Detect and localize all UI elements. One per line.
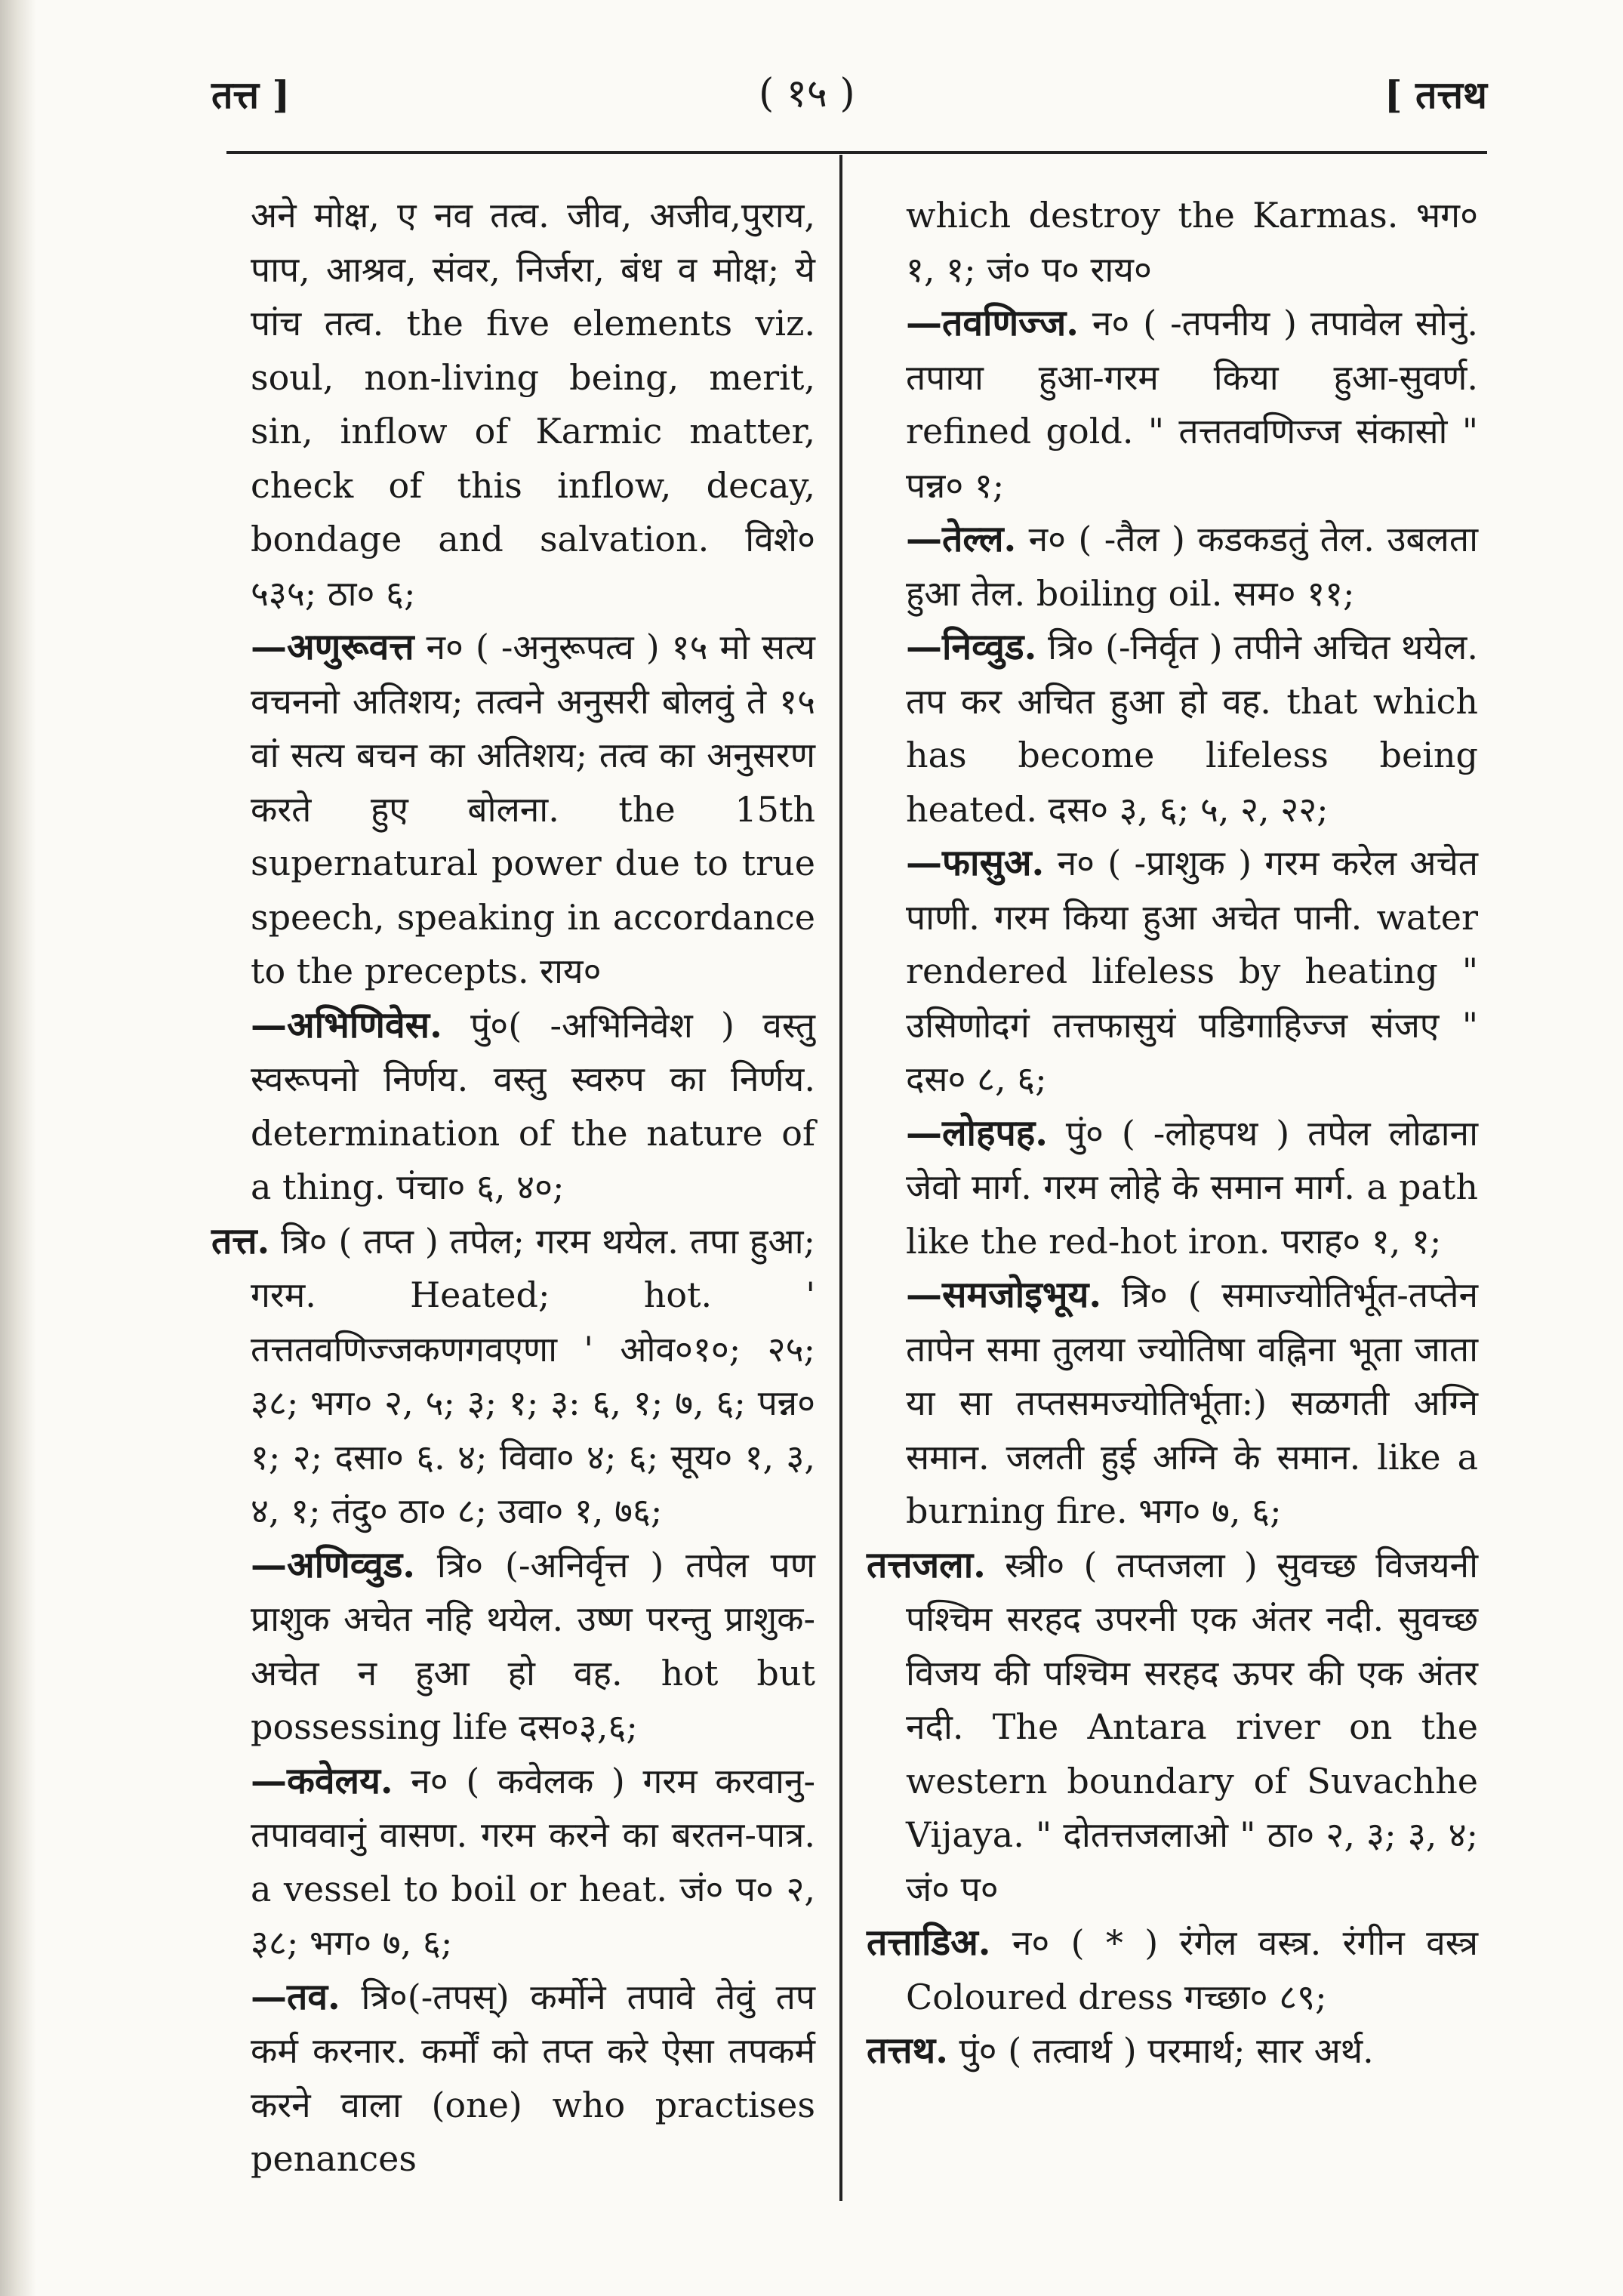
sub-entry-text: त्रि० (-अनिर्वृत्त ) तपेल पण प्राशुक अचेत नहि थयेल. उष्ण परन्तु प्राशुक-अचेत न हुआ हो वह. hot but possessing life दस०३,६; (251, 1544, 815, 1747)
sub-entry (211, 1539, 815, 1755)
dictionary-entry (211, 1215, 815, 1539)
sub-entry-text: पुं०( -अभिनिवेश ) वस्तु स्वरूपनो निर्णय. वस्तु स्वरुप का निर्णय. determination of the nature of a thing. पंचा० ६, ४०; (251, 1004, 815, 1207)
sub-entry-text: त्रि० ( समाज्योतिर्भूत-तप्तेन तापेन समा तुलया ज्योतिषा वह्निना भूता जाता या सा तप्तसमज्योतिर्भूता:) सळगती अग्नि समान. जलती हुई अग्नि के समान. like a burning fire. भग० ७, ६; (906, 1274, 1478, 1531)
entry-text: न० ( * ) रंगेल वस्त्र. रंगीन वस्त्र Coloured dress गच्छा० ८९; (906, 1922, 1478, 2017)
sub-entry-lemma: —निव्वुड. (906, 626, 1037, 668)
entry-headword: तत्ताडिअ. (867, 1922, 991, 1964)
sub-entry-text: न० ( -तैल ) कडकडतुं तेल. उबलता हुआ तेल. boiling oil. सम० ११; (906, 519, 1478, 614)
sub-entry (211, 999, 815, 1215)
sub-entry-lemma: —फासुअ. (906, 842, 1045, 884)
right-guide-word: [ तत्तथ (1384, 72, 1487, 117)
scanned-page-edge (0, 0, 36, 2296)
sub-entry-text: न० ( -तपनीय ) तपावेल सोनुं. तपाया हुआ-गरम किया हुआ-सुवर्ण. refined gold. " तत्ततवणिज्ज संकासो " पन्न० १; (906, 303, 1478, 506)
sub-entry-lemma: —समजोइभूय. (906, 1274, 1102, 1316)
sub-entry-text: पुं० ( -लोहपथ ) तपेल लोढाना जेवो मार्ग. गरम लोहे के समान मार्ग. a path like the red-hot iron. पराह० १, १; (906, 1112, 1478, 1262)
sub-entry (867, 297, 1478, 513)
left-column (211, 189, 815, 2187)
entry-text: पुं० ( तत्वार्थ ) परमार्थ; सार अर्थ. (947, 2030, 1374, 2071)
sub-entry-lemma: —तवणिज्ज. (906, 302, 1079, 344)
sub-entry-lemma: —अणुरूवत्त (251, 626, 414, 668)
dictionary-entry (867, 2024, 1478, 2079)
sub-entry-text: त्रि० (-निर्वृत ) तपीने अचित थयेल. तप कर अचित हुआ हो वह. that which has become lifeless being heated. दस० ३, ६; ५, २, २२; (906, 627, 1478, 830)
sub-entry-lemma: —लोहपह. (906, 1111, 1048, 1154)
sub-entry (211, 621, 815, 999)
sub-entry-lemma: —कवेलय. (251, 1759, 393, 1802)
continuation-text: अने मोक्ष, ए नव तत्व. जीव, अजीव,पुराय, पाप, आश्रव, संवर, निर्जरा, बंध व मोक्ष; ये पांच तत्व. the five elements viz. soul, non-living being, merit, sin, inflow of Karmic matter, check of this inflow, decay, bondage and salvation. विशे० ५३५; ठा० ६; (251, 195, 815, 614)
sub-entry (867, 1107, 1478, 1269)
sub-entry (867, 513, 1478, 621)
header-rule (226, 151, 1487, 154)
right-column (867, 189, 1478, 2079)
sub-entry (867, 1268, 1478, 1539)
sub-entry (211, 1971, 815, 2187)
sub-entry (211, 1755, 815, 1971)
sub-entry-lemma: —अणिव्वुड. (251, 1543, 416, 1586)
left-guide-word: तत्त ] (211, 72, 291, 117)
column-divider (839, 155, 842, 2201)
sub-entry (867, 837, 1478, 1107)
sub-entry-lemma: —अभिणिवेस. (251, 1003, 442, 1046)
sub-entry-text: त्रि०(-तपस्) कर्मोने तपावे तेवुं तप कर्म करनार. कर्मों को तप्त करे ऐसा तपकर्म करने वाला (one) who practises penances (251, 1976, 815, 2179)
sub-entry-text: न० ( -प्राशुक ) गरम करेल अचेत पाणी. गरम किया हुआ अचेत पानी. water rendered lifeless by heating " उसिणोदगं तत्तफासुयं पडिगाहिज्ज संजए " दस० ८, ६; (906, 843, 1478, 1099)
page-number: ( १५ ) (759, 71, 855, 116)
dictionary-entry (867, 1539, 1478, 1917)
entry-headword: तत्त. (211, 1219, 270, 1262)
entry-text: स्त्री० ( तप्तजला ) सुवच्छ विजयनी पश्चिम सरहद उपरनी एक अंतर नदी. सुवच्छ विजय की पश्चिम सरहद ऊपर की एक अंतर नदी. The Antara river on the western boundary of Suvachhe Vijaya. " दोतत्तजलाओ " ठा० २, ३; ३, ४; जं० प० (906, 1544, 1478, 1909)
continuation-text: which destroy the Karmas. भग० १, १; जं० प० राय० (906, 195, 1478, 290)
sub-entry-lemma: —तेल्ल. (906, 518, 1017, 560)
entry-headword: तत्तजला. (867, 1543, 986, 1586)
sub-entry-lemma: —तव. (251, 1975, 340, 2018)
entry-text: त्रि० ( तप्त ) तपेल; गरम थयेल. तपा हुआ; गरम. Heated; hot. ' तत्ततवणिज्जकणगवएणा ' ओव०१०; २५; ३८; भग० २, ५; ३; १; ३: ६, १; ७, ६; पन्न० १; २; दसा० ६. ४; विवा० ४; ६; सूय० १, ३, ४, १; तंदु० ठा० ८; उवा० १, ७६; (251, 1220, 815, 1531)
sub-entry-text: न० ( कवेलक ) गरम करवानु-तपाववानुं वासण. गरम करने का बरतन-पात्र. a vessel to boil or heat. जं० प० २, ३८; भग० ७, ६; (251, 1760, 815, 1963)
sub-entry (867, 621, 1478, 837)
dictionary-entry (867, 1916, 1478, 2024)
entry-headword: तत्तथ. (867, 2029, 948, 2072)
sub-entry-text: न० ( -अनुरूपत्व ) १५ मो सत्य वचननो अतिशय; तत्वने अनुसरी बोलवुं ते १५ वां सत्य बचन का अतिशय; तत्व का अनुसरण करते हुए बोलना. the 15th supernatural power due to true speech, speaking in accordance to the precepts. राय० (251, 627, 815, 991)
page-header (211, 60, 1487, 128)
